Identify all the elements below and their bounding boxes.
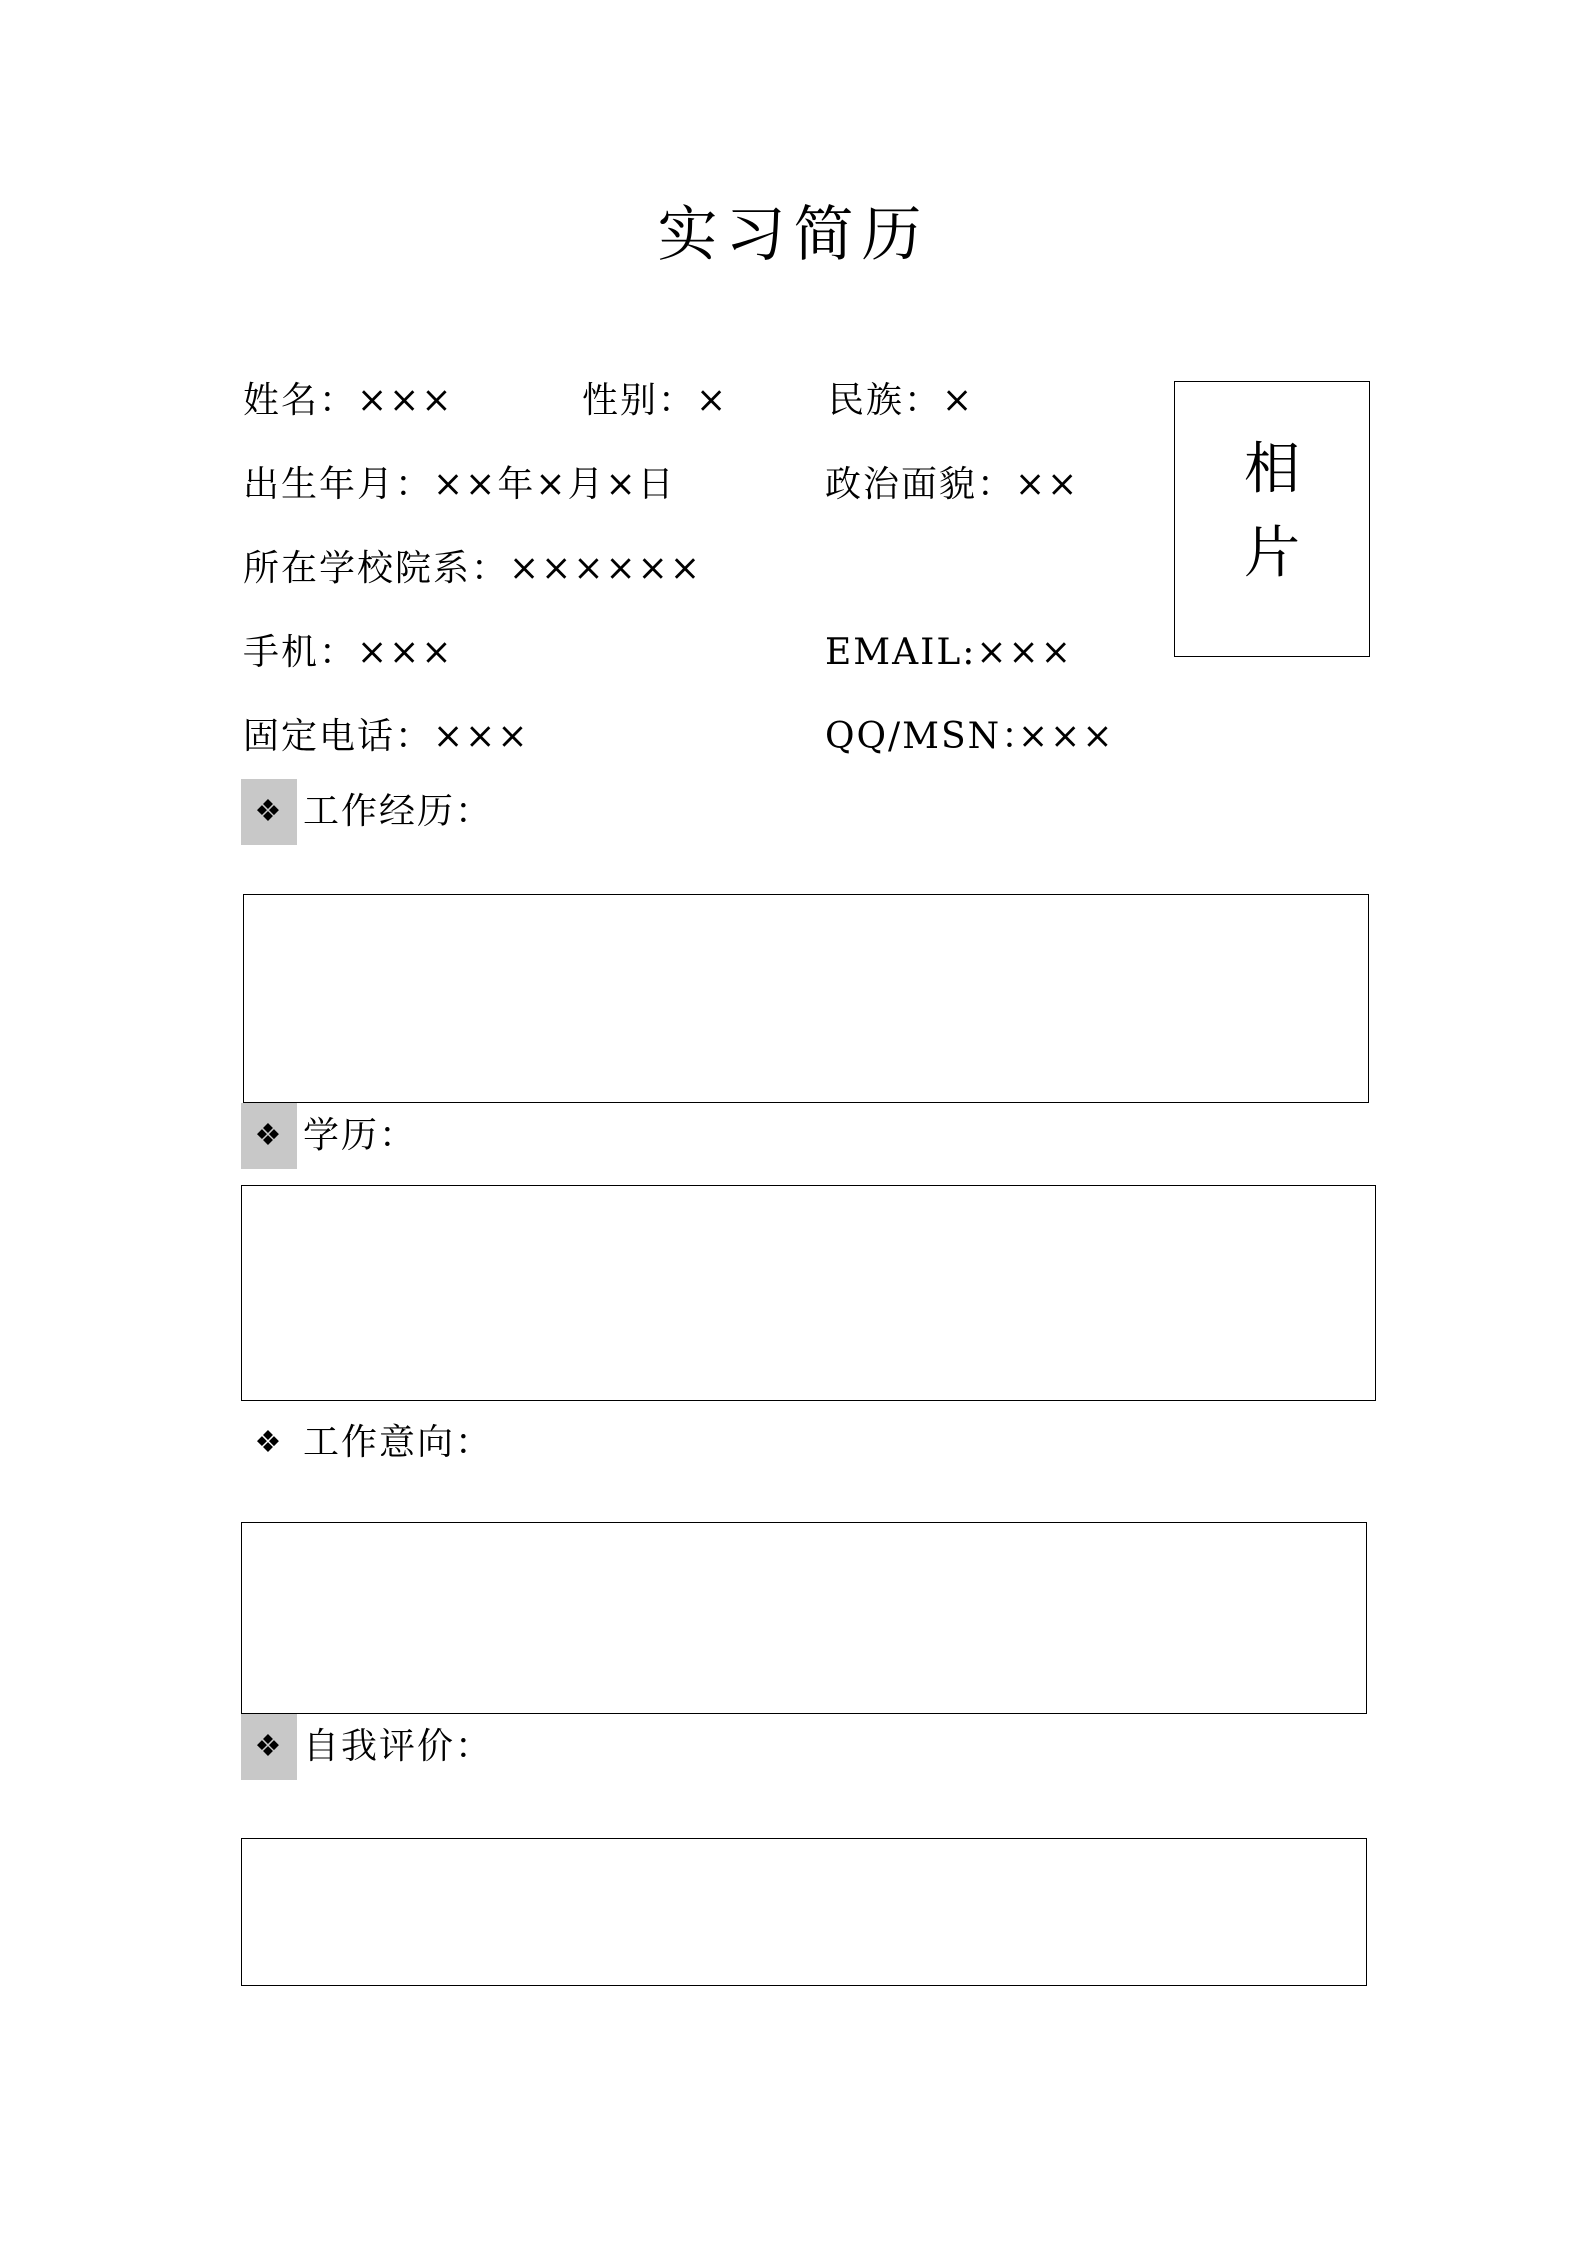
page-title: 实习简历: [657, 200, 930, 270]
photo-label: 相片: [1244, 437, 1300, 586]
job-intention-box: [241, 1522, 1367, 1714]
diamond-bullet-icon: ❖: [254, 1425, 284, 1460]
gender-field: 性别：×: [582, 380, 729, 421]
landline-field: 固定电话：×××: [243, 716, 530, 757]
section-work-experience: [241, 779, 493, 845]
section-label: 学历：: [303, 1115, 418, 1156]
political-status-field: 政治面貌：××: [825, 464, 1080, 505]
mobile-field: 手机：×××: [243, 632, 454, 673]
work-experience-box: [243, 894, 1369, 1103]
qq-msn-value: ×××: [1018, 716, 1115, 757]
section-education: [241, 1103, 417, 1169]
section-label: 自我评价：: [303, 1726, 494, 1767]
diamond-bullet-icon: ❖: [241, 1103, 297, 1169]
diamond-bullet-icon: ❖: [241, 1714, 297, 1780]
school-field: 所在学校院系：××××××: [243, 548, 702, 589]
birth-date-field: 出生年月：××年×月×日: [243, 464, 676, 505]
section-label: 工作经历：: [303, 791, 494, 832]
name-field: 姓名：×××: [243, 380, 454, 421]
section-self-evaluation: [241, 1714, 493, 1780]
self-evaluation-box: [241, 1838, 1367, 1986]
education-box: [241, 1185, 1376, 1401]
section-job-intention: [241, 1410, 493, 1476]
diamond-bullet-icon: ❖: [241, 779, 297, 845]
email-field: EMAIL:×××: [825, 632, 1073, 673]
section-label: 工作意向：: [303, 1422, 494, 1463]
qq-msn-label: QQ/MSN：: [825, 716, 1040, 757]
photo-placeholder: [1174, 381, 1370, 657]
ethnicity-field: 民族：×: [828, 380, 975, 421]
